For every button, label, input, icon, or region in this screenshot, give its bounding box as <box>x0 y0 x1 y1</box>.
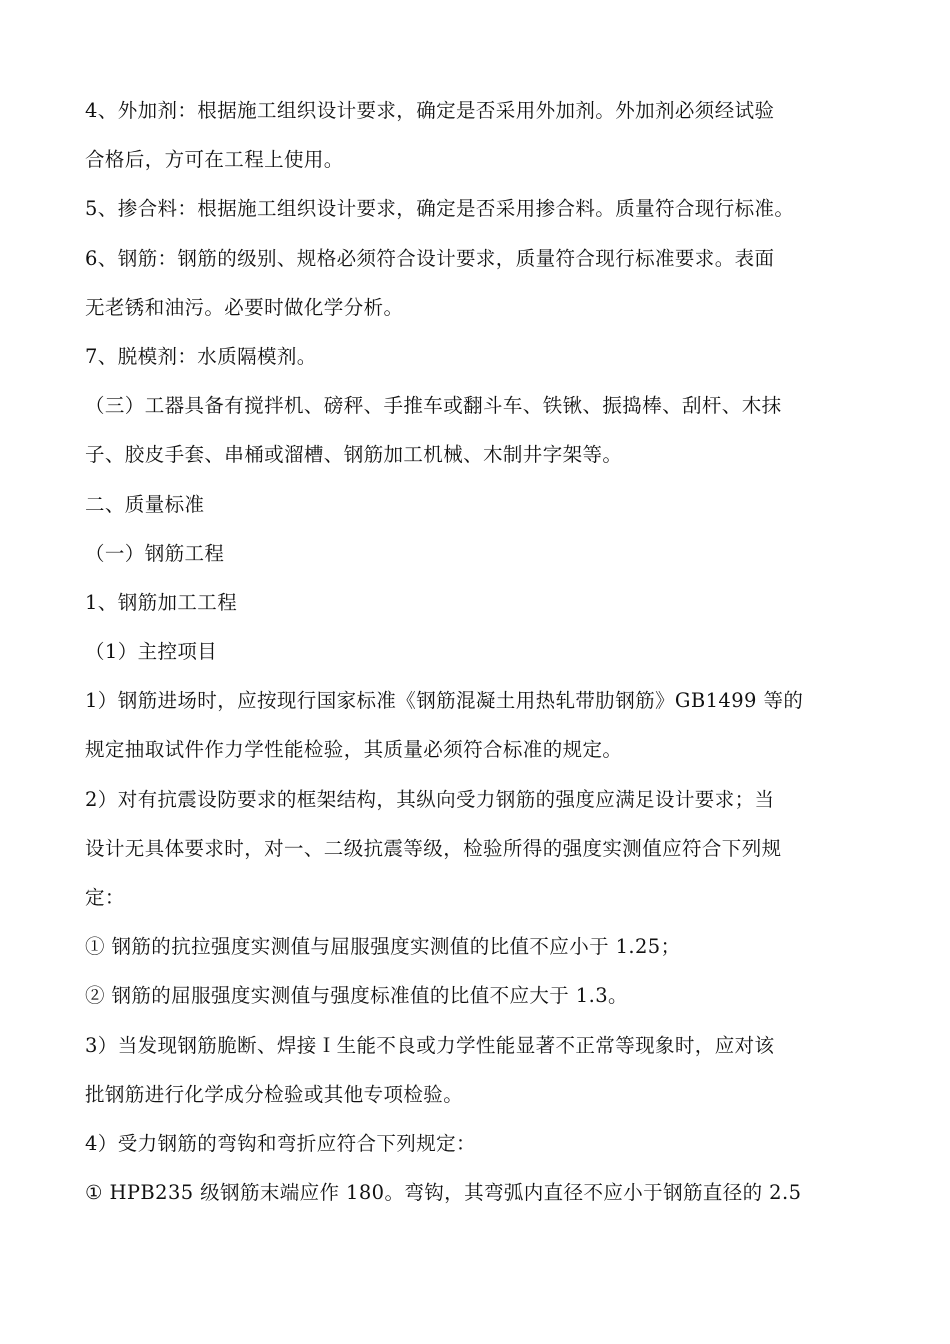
text-line: 设计无具体要求时，对一、二级抗震等级，检验所得的强度实测值应符合下列规 <box>85 836 782 860</box>
text-line: 3）当发现钢筋脆断、焊接Ｉ生能不良或力学性能显著不正常等现象时，应对该 <box>85 1033 775 1057</box>
list-item: ② 钢筋的屈服强度实测值与强度标准值的比值不应大于 1.3。 <box>85 984 628 1008</box>
text-line: 合格后，方可在工程上使用。 <box>85 148 344 172</box>
subsection-heading: 1、钢筋加工工程 <box>85 590 238 614</box>
text-line: 规定抽取试件作力学性能检验，其质量必须符合标准的规定。 <box>85 738 623 762</box>
text-line: 定： <box>85 886 125 909</box>
document-page <box>85 86 885 1217</box>
text-line: 4）受力钢筋的弯钩和弯折应符合下列规定： <box>85 1131 476 1155</box>
text-line: 子、胶皮手套、串桶或溜槽、钢筋加工机械、木制井字架等。 <box>85 443 623 467</box>
text-line: 5、掺合料：根据施工组织设计要求，确定是否采用掺合料。质量符合现行标准。 <box>85 197 795 221</box>
text-line: 无老锈和油污。必要时做化学分析。 <box>85 295 404 319</box>
subsection-heading: （一）钢筋工程 <box>85 541 225 565</box>
text-line: 7、脱模剂：水质隔模剂。 <box>85 344 317 368</box>
subsection-heading: （1）主控项目 <box>85 640 218 664</box>
text-line: 1）钢筋进场时，应按现行国家标准《钢筋混凝土用热轧带肋钢筋》GB1499 等的 <box>85 689 804 713</box>
text-line: 2）对有抗震设防要求的框架结构，其纵向受力钢筋的强度应满足设计要求；当 <box>85 787 775 811</box>
text-line: 6、钢筋：钢筋的级别、规格必须符合设计要求，质量符合现行标准要求。表面 <box>85 246 775 270</box>
list-item: ① HPB235 级钢筋末端应作 180。弯钩，其弯弧内直径不应小于钢筋直径的 2.5 <box>85 1181 802 1205</box>
text-line: 4、外加剂：根据施工组织设计要求，确定是否采用外加剂。外加剂必须经试验 <box>85 99 775 122</box>
text-line: 批钢筋进行化学成分检验或其他专项检验。 <box>85 1082 464 1106</box>
section-heading: 二、质量标准 <box>85 492 205 516</box>
text-line: （三）工器具备有搅拌机、磅秤、手推车或翻斗车、铁锹、振捣棒、刮杆、木抹 <box>85 394 782 418</box>
list-item: ① 钢筋的抗拉强度实测值与屈服强度实测值的比值不应小于 1.25； <box>85 935 681 959</box>
